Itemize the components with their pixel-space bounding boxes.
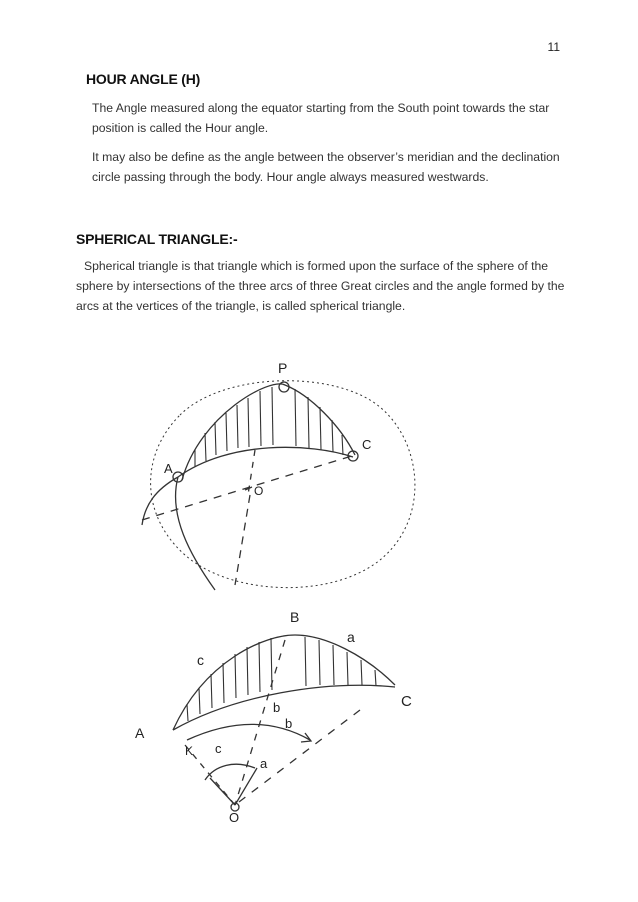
sphere-outline (151, 381, 415, 588)
angle-arc-o (205, 764, 255, 780)
spherical-triangle-heading: SPHERICAL TRIANGLE:- (76, 231, 238, 247)
arc-p-a-c (182, 384, 355, 480)
label-p: P (278, 360, 288, 376)
label-O: O (229, 810, 240, 825)
label-a-side: a (347, 629, 355, 645)
label-a-angle: a (260, 756, 268, 771)
hour-angle-para2-line1: It may also be define as the angle between the observer’s meridian and the declination (92, 150, 560, 164)
vertex-p-marker (279, 382, 289, 392)
label-c-side: c (197, 652, 204, 668)
label-o: O (254, 484, 264, 498)
label-b-inner: b (273, 700, 281, 715)
hour-angle-para1-line1: The Angle measured along the equator starting from the South point towards the star (92, 101, 550, 115)
label-c: C (362, 437, 372, 452)
hour-angle-para2-line2: circle passing through the body. Hour angle always measured westwards. (92, 170, 489, 184)
sphere-diagram (120, 355, 440, 605)
spherical-triangle-line1: Spherical triangle is that triangle which is formed upon the surface of the sphere of the (84, 259, 549, 273)
label-b-outer: b (285, 716, 293, 731)
spherical-triangle-line3: arcs at the vertices of the triangle, is called spherical triangle. (76, 299, 406, 313)
label-A: A (135, 725, 145, 741)
spherical-triangle-diagram (125, 600, 435, 825)
arc-a-down (176, 477, 215, 590)
line-o-left (210, 778, 235, 805)
page-number: 11 (547, 40, 560, 54)
line-o-right (235, 768, 257, 805)
label-a: A (164, 461, 173, 476)
label-C: C (401, 693, 412, 710)
dashed-radius-1 (235, 495, 250, 585)
arc-a-c (178, 447, 353, 477)
triangle-hatching (195, 387, 343, 467)
hour-angle-heading: HOUR ANGLE (H) (86, 71, 201, 87)
arc-a-c-lower (173, 685, 395, 730)
label-B: B (290, 609, 300, 625)
label-K: K (185, 744, 194, 758)
dashed-diameter (142, 455, 355, 520)
hour-angle-para1-line2: position is called the Hour angle. (92, 121, 269, 135)
label-c-angle: c (215, 741, 222, 756)
spherical-triangle-line2: sphere by intersections of the three arcs of three Great circles and the angle formed by the (76, 279, 565, 293)
